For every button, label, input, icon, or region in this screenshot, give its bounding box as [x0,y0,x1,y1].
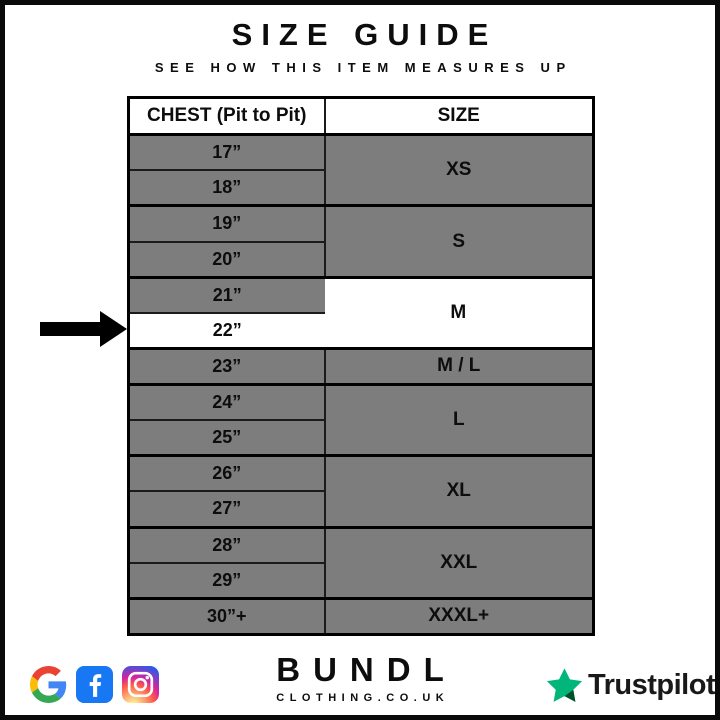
chest-cell: 22” [129,313,325,349]
page-title: SIZE GUIDE [231,17,498,52]
chest-cell: 24” [129,384,325,420]
size-cell: L [325,384,594,455]
trustpilot-logo[interactable] [546,667,715,703]
column-header-size: SIZE [325,98,594,135]
size-cell: S [325,206,594,277]
table-row [129,598,594,634]
chest-cell: 26” [129,456,325,492]
chest-cell: 19” [129,206,325,242]
size-cell: XL [325,456,594,527]
size-cell: M [325,277,594,348]
trustpilot-label: Trustpilot [588,668,716,701]
table-row [129,135,594,171]
trustpilot-star-icon [546,667,583,703]
arrow-pointer-icon [38,310,128,348]
table-row [129,527,594,563]
size-table [127,96,595,636]
table-row [129,349,594,385]
chest-cell: 17” [129,135,325,171]
chest-cell: 25” [129,420,325,456]
chest-cell: 21” [129,277,325,313]
size-cell: M / L [325,349,594,385]
table-row [129,277,594,313]
chest-cell: 23” [129,349,325,385]
page-subtitle: SEE HOW THIS ITEM MEASURES UP [154,60,572,75]
size-cell: XS [325,135,594,206]
chest-cell: 27” [129,491,325,527]
size-cell: XXL [325,527,594,598]
chest-cell: 18” [129,170,325,206]
chest-cell: 20” [129,242,325,278]
size-cell: XXXL+ [325,598,594,634]
table-row [129,206,594,242]
table-header-row [129,98,594,135]
chest-cell: 30”+ [129,598,325,634]
chest-cell: 29” [129,563,325,599]
table-row [129,456,594,492]
chest-cell: 28” [129,527,325,563]
table-row [129,384,594,420]
brand-name: BUNDL [276,651,457,688]
brand-domain: CLOTHING.CO.UK [276,691,450,704]
column-header-chest: CHEST (Pit to Pit) [129,98,325,135]
